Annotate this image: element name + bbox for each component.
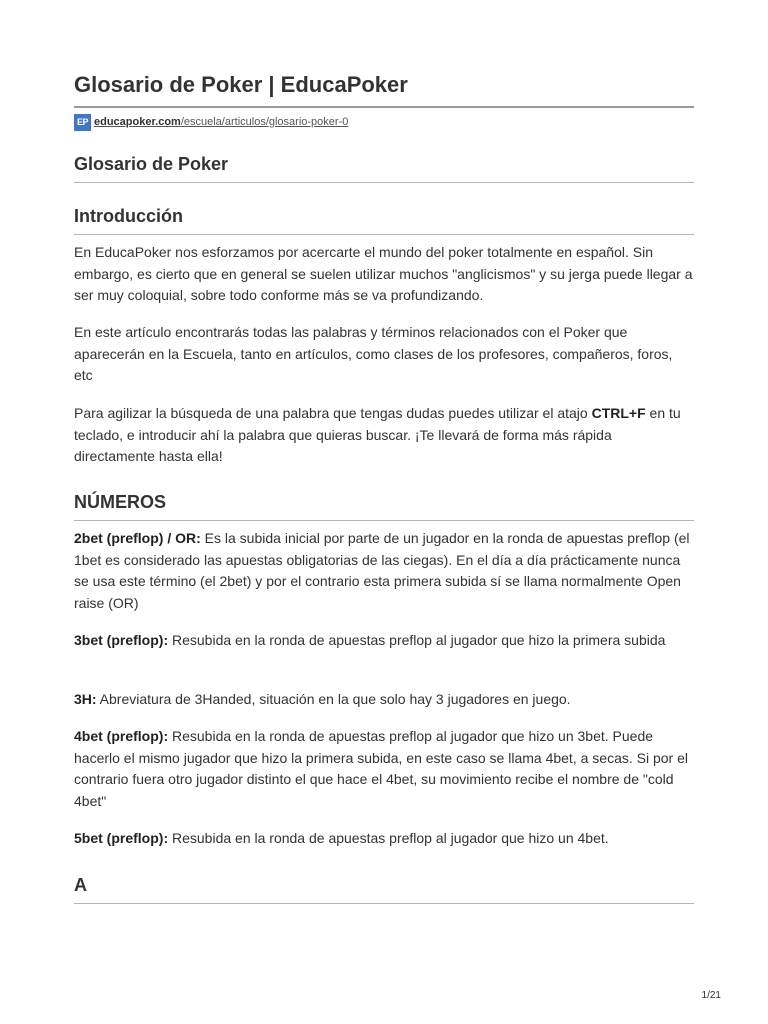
glossary-term: 3bet (preflop): — [74, 632, 169, 648]
intro-p3-text-end: en tu teclado, e introducir ahí la palabra que quieras buscar. ¡Te llevará de forma más rápida directamente hasta ella! — [74, 405, 681, 464]
letter-a-heading: A — [74, 873, 694, 904]
glossary-definition: Resubida en la ronda de apuestas preflop al jugador que hizo un 4bet. — [168, 830, 609, 846]
glossary-entry-3h — [74, 689, 694, 711]
glossary-entry-4bet — [74, 726, 694, 812]
glossary-term: 5bet (preflop): — [74, 830, 169, 846]
intro-paragraph-3 — [74, 403, 694, 468]
glossary-definition: Resubida en la ronda de apuestas preflop al jugador que hizo la primera subida — [168, 632, 666, 648]
source-line — [74, 113, 348, 131]
ctrl-f-shortcut: CTRL+F — [591, 405, 646, 421]
intro-p3-text-start: Para agilizar la búsqueda de una palabra que tengas dudas puedes utilizar el atajo — [74, 405, 592, 421]
glossary-definition: Resubida en la ronda de apuestas preflop al jugador que hizo un 3bet. Puede hacerlo el mismo jugador que hizo la primera subida, en este caso se llama 4bet, a secas. Si por el contrario fuera otro jugador distinto el que hace el 4bet, su movimiento recibe el nombre de "cold 4bet" — [74, 728, 688, 809]
glossary-term: 3H: — [74, 691, 97, 707]
glossary-definition: Es la subida inicial por parte de un jugador en la ronda de apuestas preflop (el 1bet es considerado las apuestas obligatorias de las ciegas). En el día a día prácticamente nunca se usa este término (el 2bet) y por el contrario esta primera subida sí se llama normalmente Open raise (OR) — [74, 530, 690, 611]
glossary-entry-5bet — [74, 828, 694, 850]
source-domain: educapoker.com — [94, 116, 181, 128]
document-title: Glosario de Poker | EducaPoker — [74, 71, 694, 108]
article-heading: Glosario de Poker — [74, 152, 694, 183]
intro-paragraph-1: En EducaPoker nos esforzamos por acercarte el mundo del poker totalmente en español. Sin embargo, es cierto que en general se suelen utilizar muchos "anglicismos" y su jerga puede llegar a ser muy coloquial, sobre todo conforme más se va profundizando. — [74, 244, 693, 303]
educapoker-logo-icon: EP — [74, 114, 91, 131]
glossary-term: 4bet (preflop): — [74, 728, 169, 744]
source-link[interactable] — [94, 116, 348, 128]
glossary-term: 2bet (preflop) / OR: — [74, 530, 201, 546]
glossary-entry-2bet — [74, 528, 694, 614]
source-path: /escuela/articulos/glosario-poker-0 — [180, 116, 349, 128]
page-number: 1/21 — [701, 990, 721, 1001]
glossary-entry-3bet — [74, 630, 694, 652]
intro-paragraph-2: En este artículo encontrarás todas las palabras y términos relacionados con el Poker que aparecerán en la Escuela, tanto en artículos, como clases de los profesores, compañeros, foros, etc — [74, 324, 673, 383]
intro-heading: Introducción — [74, 204, 694, 235]
numeros-heading: NÚMEROS — [74, 490, 694, 521]
glossary-definition: Abreviatura de 3Handed, situación en la que solo hay 3 jugadores en juego. — [96, 691, 571, 707]
